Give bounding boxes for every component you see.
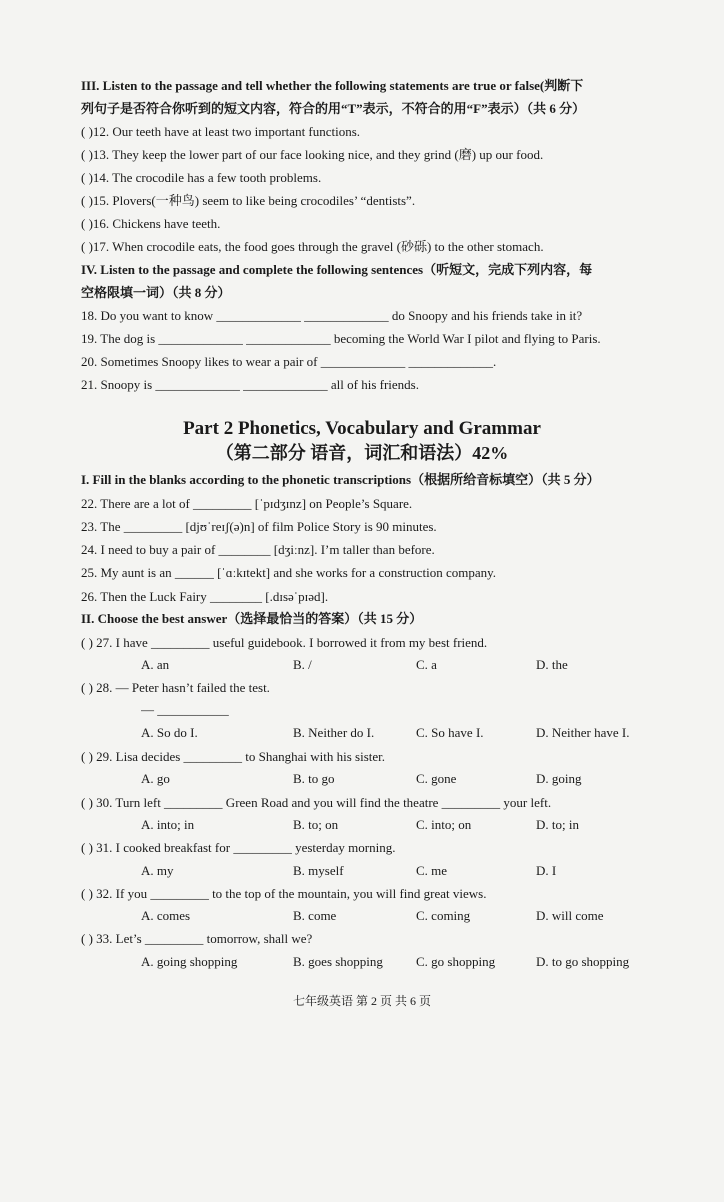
option-d: D. the <box>536 657 568 672</box>
option-c: C. coming <box>416 908 471 923</box>
option-a: A. an <box>141 657 170 672</box>
option-c: C. a <box>416 657 437 672</box>
section4-header-line1: IV. Listen to the passage and complete the following sentences（听短文，完成下列内容，每 <box>81 262 593 277</box>
option-d: D. to go shopping <box>536 954 630 969</box>
question-22: 22. There are a lot of _________ [ˈpɪdʒɪnz] on People’s Square. <box>81 496 413 511</box>
question-24: 24. I need to buy a pair of ________ [dʒiːnz]. I’m taller than before. <box>81 542 435 557</box>
question-19: 19. The dog is _____________ _____________ becoming the World War I pilot and flying to Paris. <box>81 331 601 346</box>
part2-title: Part 2 Phonetics, Vocabulary and Grammar <box>183 418 541 439</box>
option-b: B. goes shopping <box>293 954 383 969</box>
question-28: ( ) 28. — Peter hasn’t failed the test. <box>81 680 270 695</box>
option-d: D. will come <box>536 908 604 923</box>
question-21: 21. Snoopy is _____________ _____________ all of his friends. <box>81 377 419 392</box>
section4-header-line2: 空格限填一词）（共 8 分） <box>81 285 231 300</box>
question-18: 18. Do you want to know _____________ _____________ do Snoopy and his friends take in it? <box>81 308 583 323</box>
option-a: A. go <box>141 771 170 786</box>
section3-header-line1: III. Listen to the passage and tell whether the following statements are true or false(判断下 <box>81 78 584 93</box>
question-32: ( ) 32. If you _________ to the top of the mountain, you will find great views. <box>81 886 487 901</box>
option-d: D. going <box>536 771 582 786</box>
question-23: 23. The _________ [djʊˈreɪʃ(ə)n] of film Police Story is 90 minutes. <box>81 519 437 534</box>
question-30: ( ) 30. Turn left _________ Green Road and you will find the theatre _________ your left. <box>81 795 552 810</box>
option-a: A. going shopping <box>141 954 238 969</box>
option-d: D. Neither have I. <box>536 725 630 740</box>
option-b: B. myself <box>293 863 344 878</box>
question-14: ( )14. The crocodile has a few tooth problems. <box>81 170 322 185</box>
option-c: C. gone <box>416 771 457 786</box>
option-c: C. me <box>416 863 448 878</box>
question-13: ( )13. They keep the lower part of our face looking nice, and they grind (磨) up our food. <box>81 147 544 162</box>
option-c: C. So have I. <box>416 725 484 740</box>
question-27: ( ) 27. I have _________ useful guidebook. I borrowed it from my best friend. <box>81 635 488 650</box>
question-26: 26. Then the Luck Fairy ________ [.dɪsəˈpɪəd]. <box>81 589 329 604</box>
option-b: B. to; on <box>293 817 339 832</box>
question-33: ( ) 33. Let’s _________ tomorrow, shall we? <box>81 931 313 946</box>
option-c: C. go shopping <box>416 954 496 969</box>
part2-subtitle: （第二部分 语音，词汇和语法）42% <box>215 443 509 463</box>
question-17: ( )17. When crocodile eats, the food goes through the gravel (砂砾) to the other stomach. <box>81 239 544 254</box>
option-a: A. comes <box>141 908 191 923</box>
question-28-response: — ___________ <box>141 702 229 717</box>
option-d: D. to; in <box>536 817 579 832</box>
option-b: B. Neither do I. <box>293 725 375 740</box>
question-20: 20. Sometimes Snoopy likes to wear a pair of _____________ _____________. <box>81 354 497 369</box>
question-31: ( ) 31. I cooked breakfast for _________ yesterday morning. <box>81 840 396 855</box>
option-b: B. / <box>293 657 312 672</box>
option-d: D. I <box>536 863 557 878</box>
question-15: ( )15. Plovers(一种鸟) seem to like being crocodiles’ “dentists”. <box>81 193 416 208</box>
option-b: B. to go <box>293 771 335 786</box>
option-a: A. my <box>141 863 174 878</box>
option-a: A. So do I. <box>141 725 198 740</box>
option-a: A. into; in <box>141 817 195 832</box>
question-16: ( )16. Chickens have teeth. <box>81 216 221 231</box>
question-29: ( ) 29. Lisa decides _________ to Shanghai with his sister. <box>81 749 386 764</box>
question-12: ( )12. Our teeth have at least two important functions. <box>81 124 361 139</box>
option-c: C. into; on <box>416 817 472 832</box>
p2-section1-header: I. Fill in the blanks according to the phonetic transcriptions（根据所给音标填空）（共 5 分） <box>81 472 600 487</box>
option-b: B. come <box>293 908 337 923</box>
section3-header-line2: 列句子是否符合你听到的短文内容，符合的用“T”表示，不符合的用“F”表示）（共 6 分） <box>81 101 586 116</box>
p2-section2-header: II. Choose the best answer（选择最恰当的答案）（共 15 分） <box>81 611 423 626</box>
page-footer: 七年级英语 第 2 页 共 6 页 <box>292 994 431 1008</box>
question-25: 25. My aunt is an ______ [ˈɑːkɪtekt] and she works for a construction company. <box>81 565 497 580</box>
